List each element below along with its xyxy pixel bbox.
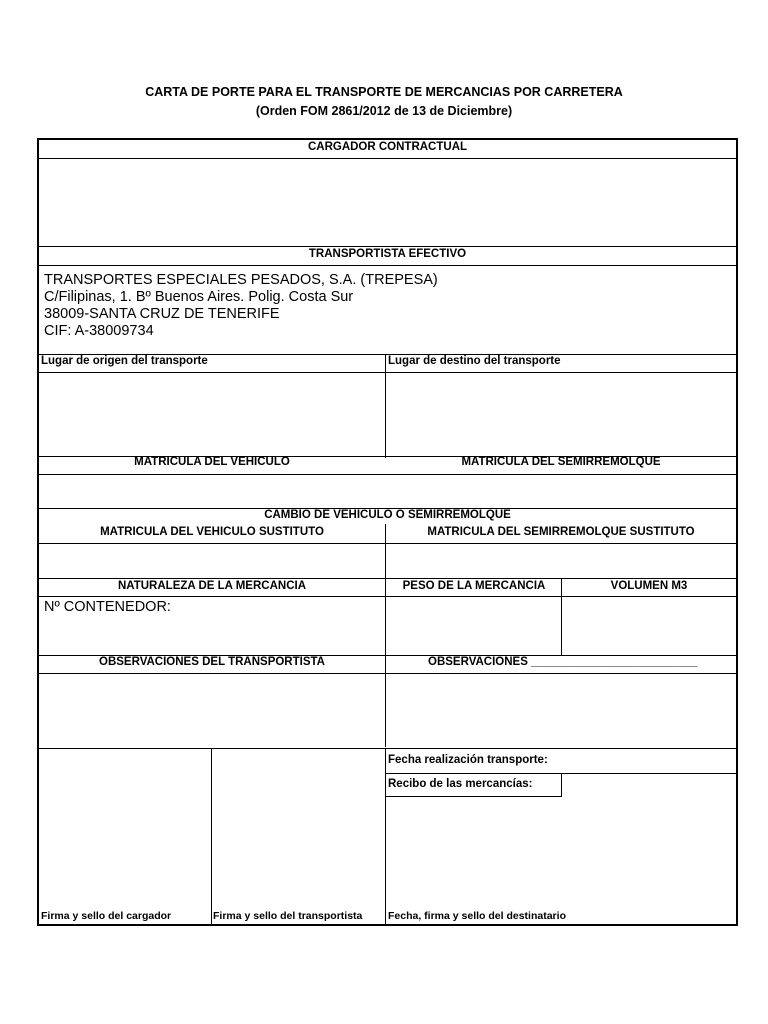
naturaleza-label: NATURALEZA DE LA MERCANCIA <box>117 580 307 592</box>
matricula-semi-label: MATRICULA DEL SEMIRREMOLQUE <box>461 456 661 468</box>
matricula-semi-field[interactable] <box>386 474 736 507</box>
firma-cargador-label: Firma y sello del cargador <box>41 910 172 922</box>
cargador-header: CARGADOR CONTRACTUAL <box>307 141 468 153</box>
volumen-label: VOLUMEN M3 <box>610 580 688 592</box>
matricula-semi-sust-field[interactable] <box>386 543 736 576</box>
document-subtitle: (Orden FOM 2861/2012 de 13 de Diciembre) <box>255 104 513 118</box>
cambio-header: CAMBIO DE VEHICULO O SEMIRREMOLQUE <box>264 509 511 521</box>
firma-transportista-label: Firma y sello del transportista <box>213 910 363 922</box>
matricula-semi-sust-label: MATRICULA DEL SEMIRREMOLQUE SUSTITUTO <box>427 526 695 538</box>
transportista-line1: TRANSPORTES ESPECIALES PESADOS, S.A. (TREPESA) <box>44 272 438 288</box>
destino-label: Lugar de destino del transporte <box>388 355 561 367</box>
transportista-line3: 38009-SANTA CRUZ DE TENERIFE <box>44 306 280 322</box>
matricula-vehiculo-label: MATRICULA DEL VEHICULO <box>134 456 290 468</box>
destino-field[interactable] <box>386 372 736 453</box>
origen-field[interactable] <box>39 372 385 453</box>
peso-label: PESO DE LA MERCANCIA <box>402 580 546 592</box>
firma-destinatario-label: Fecha, firma y sello del destinatario <box>388 910 566 922</box>
origen-label: Lugar de origen del transporte <box>41 355 208 367</box>
transportista-header: TRANSPORTISTA EFECTIVO <box>308 248 467 260</box>
obs-transportista-label: OBSERVACIONES DEL TRANSPORTISTA <box>99 656 325 668</box>
contenedor-label: Nº CONTENEDOR: <box>44 599 171 615</box>
matricula-vehiculo-field[interactable] <box>39 474 385 507</box>
transportista-line4: CIF: A-38009734 <box>44 323 154 339</box>
observaciones-field[interactable] <box>386 673 736 747</box>
observaciones-label: OBSERVACIONES __________________________ <box>428 656 698 668</box>
transportista-line2: C/Filipinas, 1. Bº Buenos Aires. Polig. Costa Sur <box>44 289 354 305</box>
document-title: CARTA DE PORTE PARA EL TRANSPORTE DE MERCANCIAS POR CARRETERA <box>145 85 623 99</box>
volumen-field[interactable] <box>562 598 736 654</box>
obs-transportista-field[interactable] <box>39 673 385 747</box>
matricula-vehiculo-sust-label: MATRICULA DEL VEHICULO SUSTITUTO <box>100 526 324 538</box>
recibo-label: Recibo de las mercancías: <box>388 778 533 790</box>
matricula-vehiculo-sust-field[interactable] <box>39 543 385 576</box>
peso-field[interactable] <box>386 598 562 654</box>
fecha-realizacion-label: Fecha realización transporte: <box>388 754 548 766</box>
